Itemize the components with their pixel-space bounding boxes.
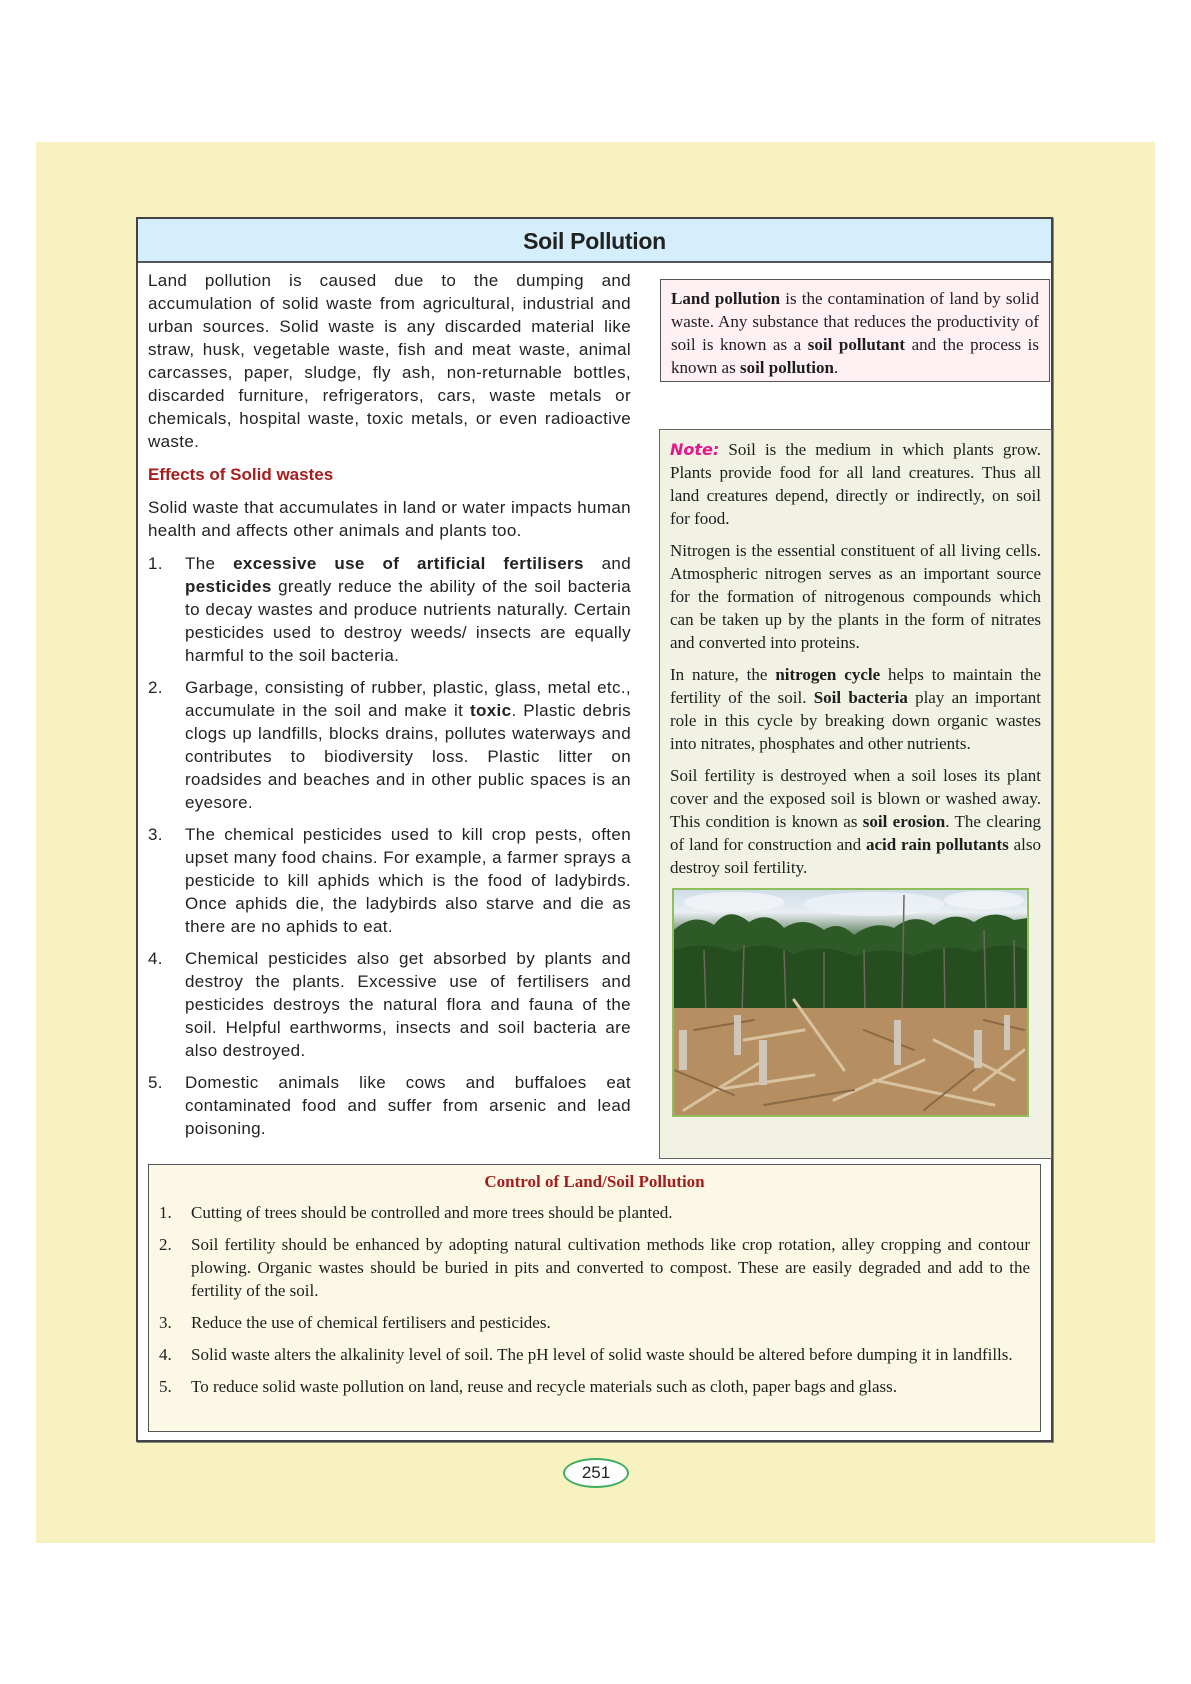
list-item: 3. The chemical pesticides used to kill crop pests, often upset many food chains. For example, a farmer sprays a pesticide to kill aphids which is the food of ladybirds. Once aphids die, the ladybirds also starve and die as there are no aphids to eat.	[148, 825, 631, 936]
note-paragraph: In nature, the nitrogen cycle helps to maintain the fertility of the soil. Soil bacteria play an important role in this cycle by breaking down organic wastes into nitrates, phosphates and other nutrients.	[670, 665, 1042, 753]
control-heading: Control of Land/Soil Pollution	[484, 1172, 705, 1191]
left-column	[148, 269, 631, 1149]
effects-list	[148, 552, 631, 1140]
note-paragraph: Soil fertility is destroyed when a soil loses its plant cover and the exposed soil is blown or washed away. This condition is known as soil erosion. The clearing of land for construction and acid rain pollutants also destroy soil fertility.	[670, 766, 1042, 877]
deforestation-illustration	[674, 890, 1027, 1115]
effects-lead: Solid waste that accumulates in land or water impacts human health and affects other animals and plants too.	[148, 498, 631, 540]
intro-paragraph: Land pollution is caused due to the dumping and accumulation of solid waste from agricultural, industrial and urban sources. Solid waste is any discarded material like straw, husk, vegetable waste, fish and meat waste, animal carcasses, paper, sludge, fly ash, non-returnable bottles, discarded furniture, refrigerators, cars, waste metals or chemicals, hospital waste, toxic metals, or even radioactive waste.	[148, 271, 631, 451]
control-box	[148, 1164, 1041, 1432]
note-paragraph: Nitrogen is the essential constituent of all living cells. Atmospheric nitrogen serves as an important source for the formation of nitrogenous compounds which can be taken up by the plants in the form of nitrates and converted into proteins.	[670, 541, 1041, 652]
content-frame	[136, 217, 1053, 1442]
list-item: 5. Domestic animals like cows and buffaloes eat contaminated food and suffer from arsenic and lead poisoning.	[148, 1073, 631, 1138]
list-item: 3. Reduce the use of chemical fertilisers and pesticides.	[159, 1313, 551, 1332]
title-band	[138, 219, 1051, 263]
page-number: 251	[581, 1463, 611, 1482]
list-item: 2. Garbage, consisting of rubber, plastic, glass, metal etc., accumulate in the soil and make it toxic. Plastic debris clogs up landfills, blocks drains, pollutes waterways and contributes to biodiversity loss. Plastic litter on roadsides and beaches and in other public spaces is an eyesore.	[148, 678, 631, 812]
definition-text: Land pollution is the contamination of land by solid waste. Any substance that reduces the productivity of soil is known as a soil pollutant and the process is known as soil pollution.	[671, 289, 1040, 377]
deforestation-photo	[672, 888, 1029, 1117]
list-item: 1. Cutting of trees should be controlled and more trees should be planted.	[159, 1203, 673, 1222]
list-item: 2. Soil fertility should be enhanced by adopting natural cultivation methods like crop rotation, alley cropping and contour plowing. Organic wastes should be buried in pits and converted to compost. These are easily degraded and add to the fertility of the soil.	[159, 1235, 1030, 1300]
note-box	[659, 429, 1052, 1159]
list-item: 4. Solid waste alters the alkalinity level of soil. The pH level of solid waste should be altered before dumping it in landfills.	[159, 1345, 1013, 1364]
list-item: 4. Chemical pesticides also get absorbed by plants and destroy the plants. Excessive use of fertilisers and pesticides destroys the natural flora and fauna of the soil. Helpful earthworms, insects and soil bacteria are also destroyed.	[148, 949, 631, 1060]
list-item: 1. The excessive use of artificial fertilisers and pesticides greatly reduce the ability of the soil bacteria to decay wastes and produce nutrients naturally. Certain pesticides used to destroy weeds/ insects are equally harmful to the soil bacteria.	[148, 554, 631, 665]
effects-heading: Effects of Solid wastes	[148, 465, 334, 484]
note-paragraph: Note: Soil is the medium in which plants grow. Plants provide food for all land creatures. Thus all land creatures depend, directly or indirectly, on soil for food.	[670, 440, 1041, 528]
control-list	[159, 1201, 1030, 1398]
page-number-badge	[563, 1458, 629, 1488]
definition-box	[660, 279, 1050, 382]
list-item: 5. To reduce solid waste pollution on land, reuse and recycle materials such as cloth, paper bags and glass.	[159, 1377, 897, 1396]
page-title: Soil Pollution	[523, 228, 666, 254]
note-label: Note:	[670, 440, 720, 459]
